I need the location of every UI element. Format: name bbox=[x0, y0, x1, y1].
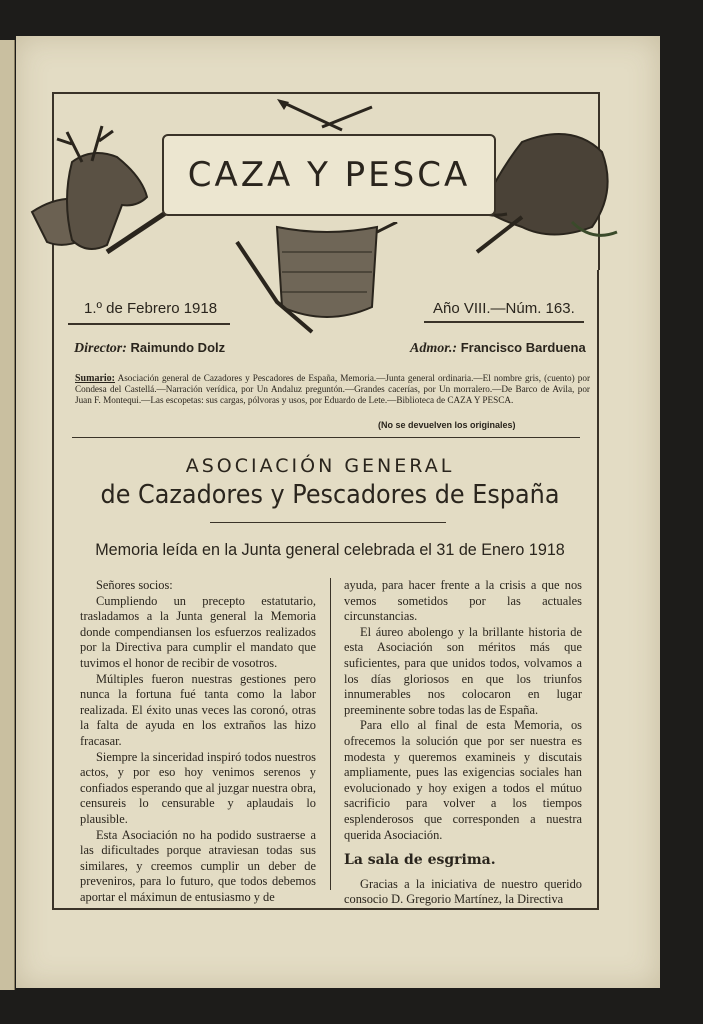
director-line bbox=[74, 340, 225, 357]
issue-number: Año VIII.—Núm. 163. bbox=[433, 300, 575, 317]
text-column-right bbox=[344, 578, 582, 908]
paragraph: Múltiples fueron nuestras gestiones pero nunca la fortuna fué tanta como la labor realizada. El éxito unas veces las coronó, otras la falta de ayuda en los extraños las hizo fracasar. bbox=[80, 671, 316, 748]
issue-date: 1.º de Febrero 1918 bbox=[84, 300, 218, 317]
director-name: Raimundo Dolz bbox=[130, 340, 226, 355]
summary-label: Sumario: bbox=[75, 373, 115, 384]
issue-underline bbox=[424, 321, 584, 323]
paragraph: Esta Asociación no ha podido sustraerse a las dificultades porque atraviesan todas sus similares, y creemos cumplir un deber de preveniros, para lo futuro, que todos debemos aportar el máximun de entusiasmo y de bbox=[80, 827, 316, 904]
bottom-frame-line bbox=[54, 908, 599, 910]
frame-right-line bbox=[597, 270, 599, 910]
masthead-banner bbox=[52, 92, 600, 270]
heading-underline bbox=[210, 522, 446, 523]
game-bag-illustration bbox=[227, 222, 407, 342]
article-subheading: de Cazadores y Pescadores de España bbox=[100, 480, 560, 510]
paragraph: Gracias a la iniciativa de nuestro querido consocio D. Gregorio Martínez, la Directiva bbox=[344, 876, 582, 907]
column-divider bbox=[330, 578, 331, 890]
admin-line bbox=[410, 340, 586, 357]
originals-notice: (No se devuelven los originales) bbox=[378, 420, 516, 430]
admin-label: Admor.: bbox=[410, 341, 458, 356]
frame-left-line bbox=[52, 270, 54, 910]
summary-divider bbox=[72, 437, 580, 438]
crossed-tools-ornament bbox=[272, 97, 382, 137]
deer-head-illustration bbox=[12, 102, 172, 272]
section-subheading: La sala de esgrima. bbox=[344, 852, 496, 869]
admin-name: Francisco Barduena bbox=[460, 340, 586, 355]
director-label: Director: bbox=[74, 341, 127, 356]
article-memoria-title: Memoria leída en la Junta general celebrada el 31 de Enero 1918 bbox=[95, 540, 565, 559]
summary-block bbox=[75, 373, 590, 406]
masthead-title: CAZA Y PESCA bbox=[162, 134, 496, 216]
paragraph: Para ello al final de esta Memoria, os ofrecemos la solución que por ser nuestra es modesta y queremos examineis y discutais ampliamente, pues las exigencias sociales han evolucionado y hoy exigen a todos el mútuo sacrificio para volver a los tiempos esplenderosos que corresponden a nuestra querida Asociación. bbox=[344, 718, 582, 842]
paragraph: Siempre la sinceridad inspiró todos nuestros actos, y por eso hoy venimos serenos y confiados esperando que al juzgar nuestra obra, censureis lo censurable y aplaudais lo plausible. bbox=[80, 749, 316, 826]
date-underline bbox=[68, 323, 230, 325]
article-heading: ASOCIACIÓN GENERAL bbox=[185, 455, 455, 477]
salutation: Señores socios: bbox=[96, 578, 173, 592]
paragraph: ayuda, para hacer frente a la crisis a que nos vemos sometidos por las actuales circunstancias. bbox=[344, 578, 582, 624]
paragraph: Cumpliendo un precepto estatutario, trasladamos a la Junta general la Memoria donde compendiansen los esfuerzos realizados por la Directiva para cumplir el mandato que tuvimos el honor de recibir de vosotros. bbox=[80, 593, 316, 670]
paragraph: El áureo abolengo y la brillante historia de esta Asociación son méritos más que suficientes, para que unidos todos, volvamos a los días gloriosos en que los triunfos innumerables nos colocaron en lugar preeminente sobre todas las de España. bbox=[344, 624, 582, 717]
summary-text: Asociación general de Cazadores y Pescadores de España, Memoria.—Junta general ordinaria.—El nombre gris, (cuento) por Condesa del Castellá.—Narración verídica, por Un Andaluz preguntón.—Grandes cacerías, por Un morralero.—De Barco de Avila, por Juan F. Montequi.—Las escopetas: sus cargas, pólvoras y usos, por Eduardo de Lete.—Biblioteca de CAZA Y PESCA. bbox=[75, 373, 590, 405]
text-column-left bbox=[80, 578, 316, 905]
